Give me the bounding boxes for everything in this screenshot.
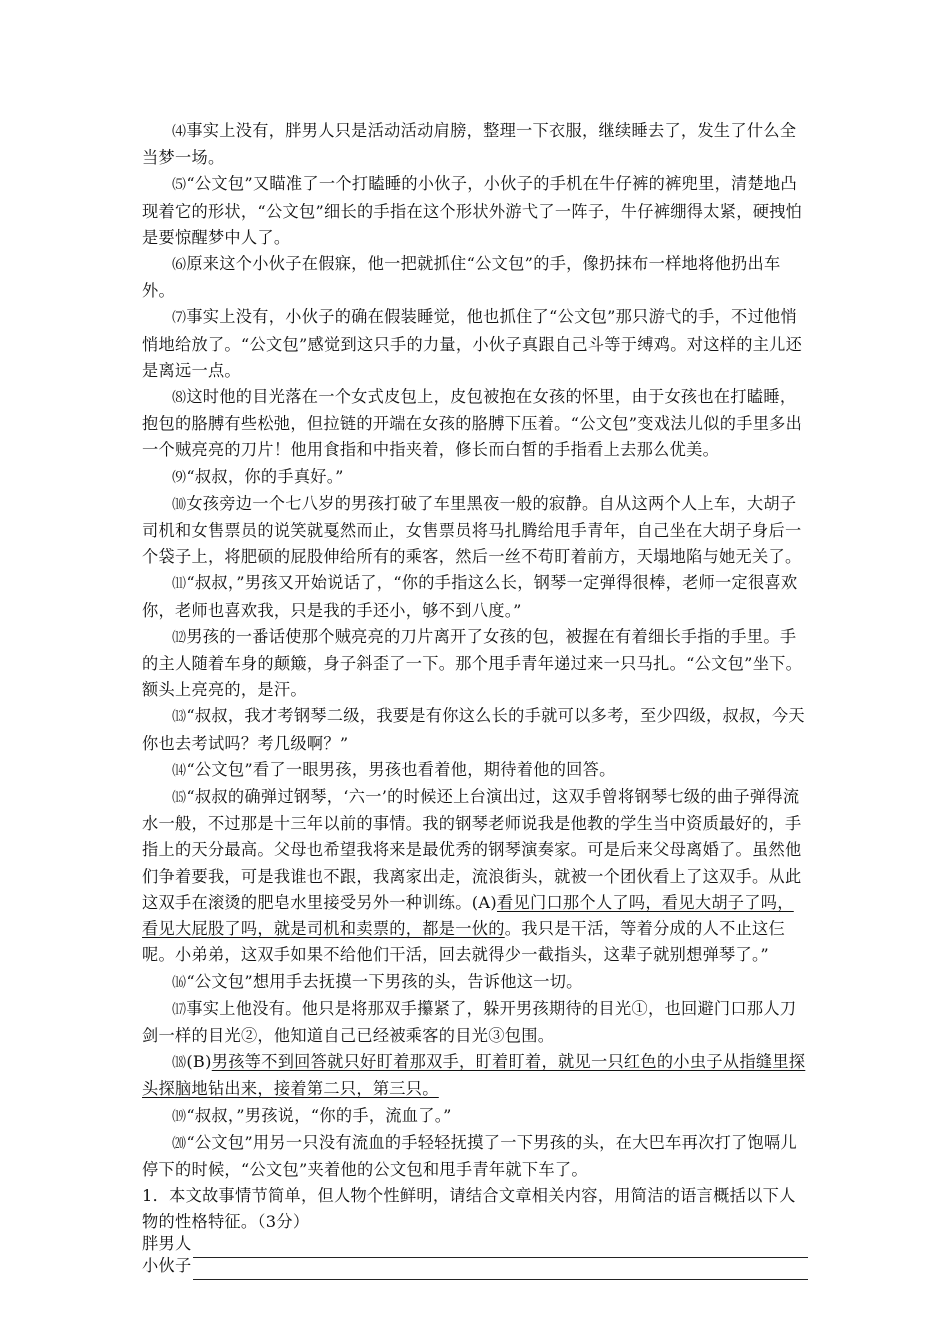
paragraph-18: [142, 1049, 808, 1102]
label-b: (B): [186, 1052, 212, 1072]
paragraph-text: ①，也回避门口那人刀剑一样的目: [142, 998, 797, 1045]
paragraph-number: ⒅: [172, 1055, 187, 1072]
underlined-sentence-b: 男孩等不到回答就只好盯着那双手，盯着盯着，就见一只红色的小虫子从指缝里探头探脑地钻出来，接着第二只，第三只。: [142, 1052, 806, 1099]
answer-label: 小伙子: [142, 1256, 192, 1276]
paragraph: [142, 757, 808, 784]
underlined-sentence-a: 看见门口那个人了吗，看见大胡子了吗，看见大屁股了吗，就是司机和卖票的，都是一伙的: [142, 892, 794, 939]
answer-label: 胖男人: [142, 1234, 192, 1254]
document-page: [142, 118, 808, 1280]
answer-blank[interactable]: [193, 1241, 808, 1258]
paragraph-number: ⑻: [172, 390, 187, 407]
paragraph-number: ⑸: [172, 177, 187, 194]
paragraph-number: ⒃: [172, 974, 187, 991]
paragraph-text: “公文包”想用手去抚摸一下男孩的头，告诉他这一切。: [186, 971, 583, 991]
paragraph-number: ⑹: [172, 257, 187, 274]
paragraph-text: ③包围。: [488, 1025, 555, 1045]
paragraph-number: ⒁: [172, 762, 187, 779]
answer-line-2: [142, 1258, 808, 1280]
paragraph-number: ⑷: [172, 124, 187, 140]
paragraph-text: “公文包”用另一只没有流血的手轻轻抚摸了一下男孩的头，在大巴车再次打了饱嗝儿停下的时候，“公文包”夹着他的公文包和甩手青年就下车了。: [142, 1132, 798, 1179]
paragraph-number: ⑺: [172, 310, 187, 327]
paragraph-19: [142, 1103, 808, 1130]
paragraph-text: 事实上他没有。他只是将那双手攥紧了，躲开男孩期待的目: [186, 998, 615, 1018]
paragraph: [142, 384, 808, 464]
paragraph-number: ⑾: [172, 576, 187, 593]
paragraph-20: [142, 1130, 808, 1183]
paragraph-text: 这时他的目光落在一个女式皮包上，皮包被抱在女孩的怀里，由于女孩也在打瞌睡，抱包的胳膊有些松弛，但拉链的开端在女孩的胳膊下压着。“公文包”变戏法儿似的手里多出一个贼亮亮的刀片！他用食指和中指夹着，修长而白皙的手指看上去那么优美。: [142, 387, 803, 460]
paragraph-number: ⒄: [172, 1001, 187, 1018]
emphasis-char: 光: [471, 1025, 489, 1045]
paragraph: [142, 171, 808, 251]
paragraph-17: [142, 996, 808, 1049]
paragraph-text: ②，他知道自己已经被乘客的目: [240, 1025, 472, 1045]
paragraph-text: “公文包”又瞄准了一个打瞌睡的小伙子，小伙子的手机在牛仔裤的裤兜里，清楚地凸现着它的形状，“公文包”细长的手指在这个形状外游弋了一阵子，牛仔裤绷得太紧，硬拽怕是要惊醒梦中人了。: [142, 174, 803, 247]
paragraph: [142, 491, 808, 571]
paragraph: [142, 304, 808, 384]
paragraph-number: ⒂: [172, 790, 187, 807]
paragraph-text: “叔叔，我才考钢琴二级，我要是有你这么长的手就可以多考，至少四级，叔叔，今天你也去考试吗？考几级啊？”: [142, 706, 805, 753]
paragraph-15: [142, 784, 808, 968]
answer-blank[interactable]: [193, 1263, 808, 1280]
paragraph-text: 原来这个小伙子在假寐，他一把就抓住“公文包”的手，像扔抹布一样地将他扔出车外。: [142, 254, 781, 301]
question-1: 1．本文故事情节简单，但人物个性鲜明，请结合文章相关内容，用简洁的语言概括以下人物的性格特征。（3分）: [142, 1186, 796, 1232]
paragraph: [142, 464, 808, 491]
paragraph-number: ⒇: [172, 1135, 187, 1152]
paragraph-number: ⒆: [172, 1108, 187, 1125]
answer-line-1: [142, 1236, 808, 1258]
paragraph-text: 事实上没有，小伙子的确在假装睡觉，他也抓住了“公文包”那只游弋的手，不过他悄悄地给放了。“公文包”感觉到这只手的力量，小伙子真跟自己斗等于缚鸡。对这样的主儿还是离远一点。: [142, 307, 803, 380]
paragraph-16: [142, 969, 808, 996]
emphasis-char: 光: [615, 998, 632, 1018]
paragraph: [142, 703, 808, 756]
paragraph: [142, 570, 808, 623]
paragraph-text: 事实上没有，胖男人只是活动活动肩膀，整理一下衣服，继续睡去了，发生了什么全当梦一场。: [142, 121, 797, 168]
paragraph: [142, 624, 808, 704]
paragraph-number: ⒀: [172, 709, 187, 726]
paragraph-text: “叔叔，你的手真好。”: [186, 466, 344, 486]
paragraph-number: ⑿: [172, 629, 187, 646]
paragraph-number: ⑼: [172, 469, 187, 486]
paragraph-text: 男孩的一番话使那个贼亮亮的刀片离开了女孩的包，被握在有着细长手指的手里。手的主人随着车身的颠簸，身子斜歪了一下。那个甩手青年递过来一只马扎。“公文包”坐下。额头上亮亮的，是汗。: [142, 626, 803, 700]
paragraph: [142, 118, 808, 171]
paragraph-text: “公文包”看了一眼男孩，男孩也看着他，期待着他的回答。: [186, 759, 616, 779]
emphasis-char: 光: [224, 1025, 241, 1045]
paragraph-text: 。我只是干活，等着分成的人不止这仨呢。小弟弟，这双手如果不给他们干活，回去就得少一截指头，这辈子就别想弹琴了。”: [142, 919, 786, 965]
paragraph-text: 女孩旁边一个七八岁的男孩打破了车里黑夜一般的寂静。自从这两个人上车，大胡子司机和女售票员的说笑就戛然而止，女售票员将马扎腾给甩手青年，自己坐在大胡子身后一个袋子上，将肥硕的屁股伸给所有的乘客，然后一丝不苟盯着前方，天塌地陷与她无关了。: [142, 493, 802, 567]
paragraph: [142, 251, 808, 304]
paragraph-number: ⑽: [172, 496, 187, 513]
paragraph-text: “叔叔，”男孩又开始说话了，“你的手指这么长，钢琴一定弹得很棒，老师一定很喜欢你，老师也喜欢我，只是我的手还小，够不到八度。”: [142, 573, 798, 620]
paragraph-text: “叔叔的确弹过钢琴，‘六一’的时候还上台演出过，这双手曾将钢琴七级的曲子弹得流水一般，不过那是十三年以前的事情。我的钢琴老师说我是他教的学生当中资质最好的，手指上的天分最高。父母也希望我将来是最优秀的钢琴演奏家。可是后来父母离婚了。虽然他们争着要我，可是我谁也不跟，我离家出走，流浪街头，就被一个团伙看上了这双手。从此这双手在滚烫的肥皂水里接受另外一种训练。(A): [142, 787, 802, 912]
paragraph-text: “叔叔，”男孩说，“你的手，流血了。”: [186, 1105, 452, 1125]
